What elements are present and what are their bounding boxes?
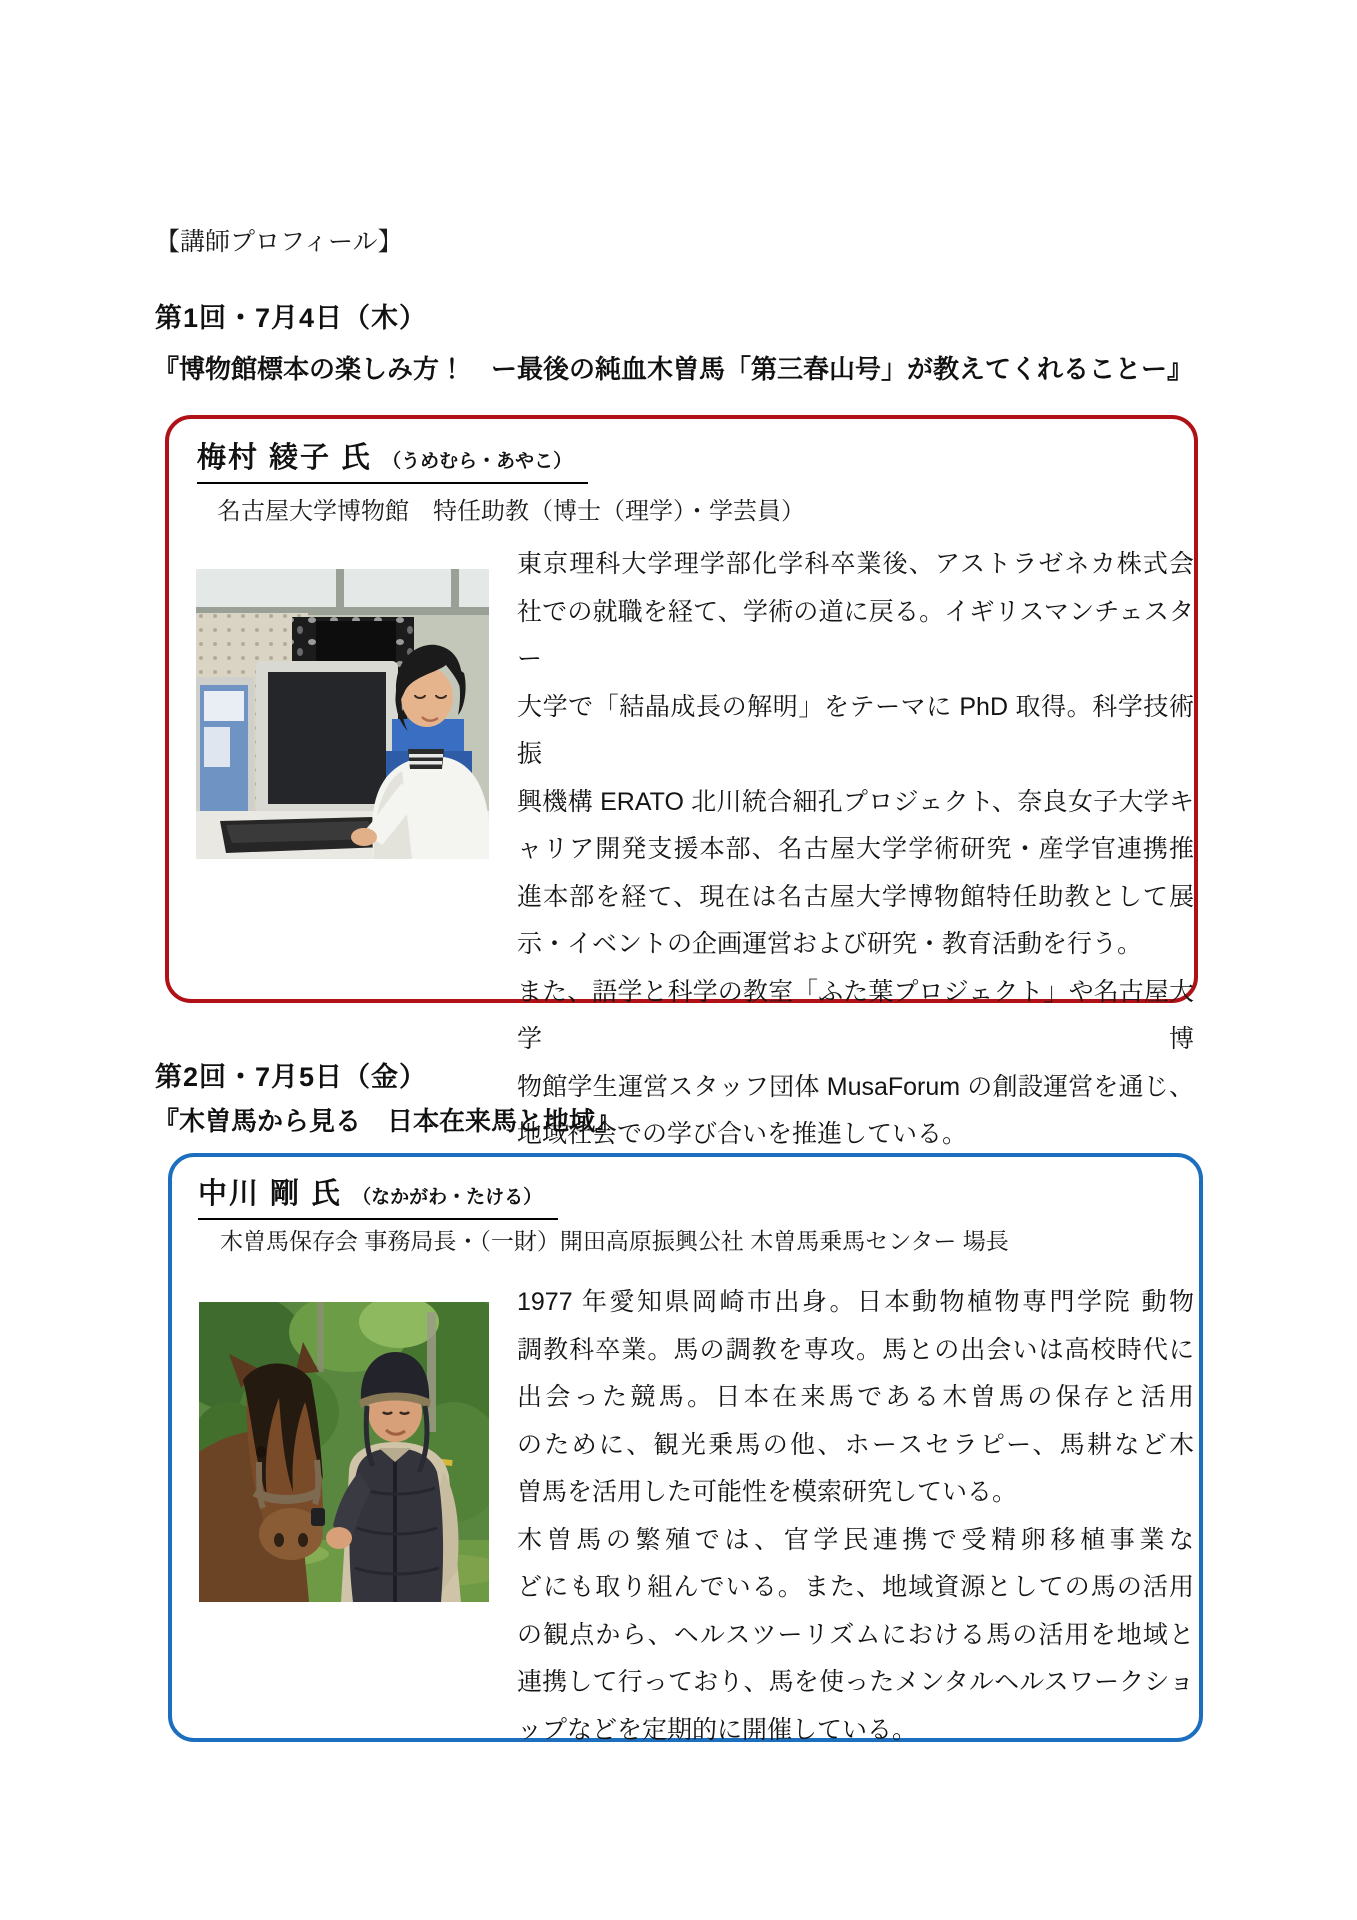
bio-line: 連携して行っており、馬を使ったメンタルヘルスワークショ (517, 1668, 1194, 1696)
bio-line: 大学で「結晶成長の解明」をテーマに PhD 取得。科学技術振 (517, 692, 1194, 768)
lab-photo-illustration (196, 569, 489, 859)
lecturer-1-photo-woman-in-lab (196, 569, 489, 859)
bio-line: ップなどを定期的に開催している。 (517, 1715, 918, 1744)
bio-line: また、語学と科学の教室「ふた葉プロジェクト」や名古屋大学博 (517, 977, 1194, 1053)
lecturer-2-affiliation: 木曽馬保存会 事務局長・（一財）開田高原振興公社 木曽馬乗馬センター 場長 (220, 1228, 1009, 1254)
bio-line: 木曽馬の繁殖では、官学民連携で受精卵移植事業な (517, 1525, 1194, 1554)
lecturer-2-bio (517, 1279, 1194, 1754)
bio-line: 進本部を経て、現在は名古屋大学博物館特任助教として展 (517, 882, 1194, 911)
lecture-2-title: 『木曽馬から見る 日本在来馬と地域』 (153, 1106, 622, 1136)
bio-line: 出会った競馬。日本在来馬である木曽馬の保存と活用 (517, 1383, 1194, 1411)
bio-line: のために、観光乗馬の他、ホースセラピー、馬耕など木 (517, 1430, 1194, 1459)
bio-line: 1977 年愛知県岡崎市出身。日本動物植物専門学院 動物 (517, 1288, 1194, 1316)
lecturer-2-name-line (198, 1171, 558, 1220)
lecturer-1-kana: （うめむら・あやこ） (382, 451, 573, 472)
page-title: 【講師プロフィール】 (155, 228, 403, 256)
lecturer-2-name: 中川 剛 氏 (198, 1178, 343, 1210)
bio-line: の観点から、ヘルスツーリズムにおける馬の活用を地域と (517, 1620, 1194, 1649)
bio-line: 調教科卒業。馬の調教を専攻。馬との出会いは高校時代に (517, 1335, 1194, 1364)
bio-line: 物館学生運営スタッフ団体 MusaForum の創設運営を通じ、 (517, 1072, 1194, 1101)
lecturer-2-photo-man-with-horse (199, 1302, 489, 1602)
profile-card-nakagawa (168, 1153, 1203, 1742)
session-2-date: 第2回・7月5日（金） (155, 1062, 428, 1092)
lecturer-1-bio (517, 541, 1194, 1159)
lecture-1-title: 『博物館標本の楽しみ方！ ー最後の純血木曽馬「第三春山号」が教えてくれることー』 (153, 354, 1194, 384)
bio-line: 東京理科大学理学部化学科卒業後、アストラゼネカ株式会 (517, 550, 1194, 578)
session-1-date: 第1回・7月4日（木） (155, 303, 428, 333)
bio-line: 社での就職を経て、学術の道に戻る。イギリスマンチェスター (517, 597, 1194, 673)
bio-line: 示・イベントの企画運営および研究・教育活動を行う。 (517, 930, 1143, 958)
lecturer-1-name-line (197, 435, 588, 484)
bio-line: ャリア開発支援本部、名古屋大学学術研究・産学官連携推 (517, 835, 1194, 863)
bio-line: 曽馬を活用した可能性を模索研究している。 (517, 1478, 1018, 1506)
lecturer-1-affiliation: 名古屋大学博物館 特任助教（博士（理学）・学芸員） (217, 498, 805, 525)
bio-line: どにも取り組んでいる。また、地域資源としての馬の活用 (517, 1573, 1194, 1601)
bio-line: 地域社会での学び合いを推進している。 (517, 1120, 968, 1148)
lecturer-2-kana: （なかがわ・たける） (352, 1187, 543, 1208)
bio-line: 興機構 ERATO 北川統合細孔プロジェクト、奈良女子大学キ (517, 787, 1194, 816)
lecturer-1-name: 梅村 綾子 氏 (197, 442, 373, 474)
horse-photo-illustration (199, 1302, 489, 1602)
